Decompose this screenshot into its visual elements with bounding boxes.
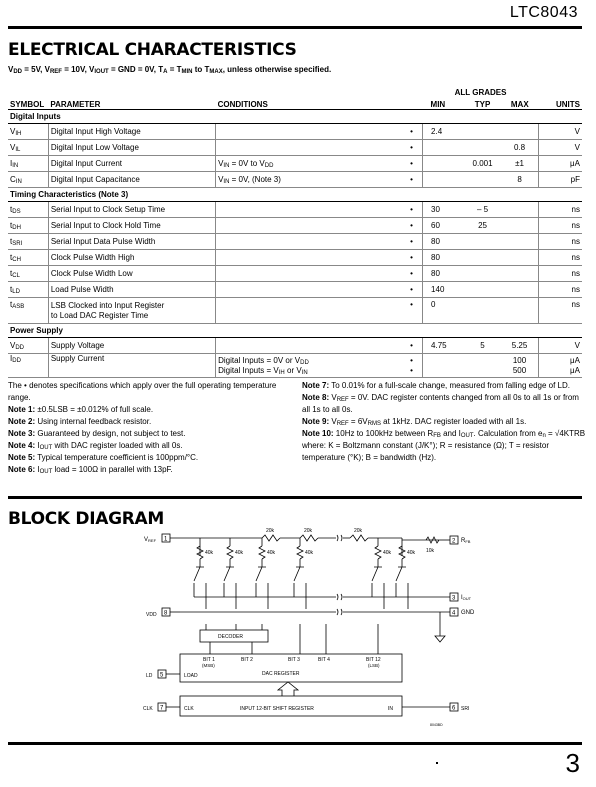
note-bullet-legend: The • denotes specifications which apply over the full operating temperature range. — [8, 381, 277, 402]
page-number: 3 — [565, 748, 580, 778]
resistor-40k-3 — [259, 538, 276, 559]
spec-table — [8, 85, 582, 378]
table-row: $t_{CH}$ Clock Pulse Width High • 80 ns — [8, 250, 582, 266]
footer-rule — [8, 742, 582, 745]
svg-text:40k: 40k — [407, 550, 416, 556]
iout-pin-number: 3 — [452, 595, 456, 602]
section-digital-inputs: Digital Inputs — [8, 110, 582, 124]
col-conditions: CONDITIONS — [217, 100, 268, 109]
note-5: Note 5: Typical temperature coefficient is 100ppm/°C. — [8, 453, 199, 462]
notes-right — [302, 380, 587, 464]
resistor-20k-2-label: 20k — [304, 528, 313, 534]
bit2-label: BIT 2 — [241, 657, 253, 663]
block-diagram — [140, 526, 480, 736]
col-units: UNITS — [556, 100, 580, 109]
break-mark — [337, 609, 342, 615]
sri-label: SRI — [461, 706, 470, 712]
table-row: $C_{IN}$ Digital Input Capacitance $V_{IN} = 0V$, (Note 3) • 8 pF — [8, 172, 582, 188]
note-6: Note 6: $I_{OUT}$ load = 100Ω in parallel with 13pF. — [8, 465, 173, 475]
resistor-20k-1 — [262, 535, 280, 541]
note-1: Note 1: ±0.5LSB = ±0.012% of full scale. — [8, 405, 154, 414]
note-9: Note 9: $V_{REF} = 6V_{RMS}$ at 1kHz. DAC register loaded with all 1s. — [302, 417, 527, 427]
table-row: $t_{DS}$ Serial Input to Clock Setup Time • 30 – 5 ns — [8, 202, 582, 218]
section-rule — [8, 496, 582, 499]
col-all-grades: ALL GRADES — [454, 88, 507, 97]
resistor-20k-1-label: 20k — [266, 528, 275, 534]
svg-text:40k: 40k — [205, 550, 214, 556]
note-4: Note 4: $I_{OUT}$ with DAC register loaded with all 0s. — [8, 441, 183, 451]
electrical-characteristics-title: ELECTRICAL CHARACTERISTICS — [8, 40, 297, 60]
table-row: $t_{ASB}$ LSB Clocked into Input Register to Load DAC Register Time • 0 ns — [8, 298, 582, 324]
col-typ: TYP — [474, 100, 491, 109]
note-10: Note 10: 10Hz to 100kHz between $R_{FB}$ and $I_{OUT}$. Calculation from $e_n$ = √4KTRB where: K = Boltzmann constant (J/K°); R = resistance (Ω); T = resistor temperature (°K); B = bandwidth (Hz). — [302, 429, 586, 462]
svg-text:40k: 40k — [267, 550, 276, 556]
table-row: $V_{DD}$ Supply Voltage • 4.75 5 5.25 V — [8, 338, 582, 354]
bit12-label: BIT 12 — [366, 657, 381, 663]
bit4-label: BIT 4 — [318, 657, 330, 663]
table-row: $t_{CL}$ Clock Pulse Width Low • 80 ns — [8, 266, 582, 282]
vref-pin-number: 1 — [164, 536, 168, 543]
resistor-20k-3 — [350, 535, 368, 541]
decoder-label: DECODER — [218, 634, 244, 640]
section-power-supply: Power Supply — [8, 324, 582, 338]
table-header — [8, 97, 582, 110]
vdd-pin-number: 8 — [164, 610, 168, 617]
figure-id: 8043BD — [430, 723, 443, 727]
table-row: $t_{LD}$ Load Pulse Width • 140 ns — [8, 282, 582, 298]
clk-input-label: CLK — [184, 706, 194, 712]
table-row: $I_{DD}$ Supply Current Digital Inputs = 0V or $V_{DD}$ Digital Inputs = $V_{IH}$ or $V_{IN}$ • • 100 500 μA μA — [10, 354, 580, 376]
ground-symbol — [435, 636, 445, 642]
note-7: Note 7: To 0.01% for a full-scale change, measured from falling edge of LD. — [302, 381, 570, 390]
col-min: MIN — [430, 100, 446, 109]
rfb-pin-number: 2 — [452, 538, 456, 545]
bit1-label: BIT 1 — [203, 657, 215, 663]
notes-left — [8, 380, 293, 476]
ld-pin-number: 5 — [160, 672, 164, 679]
resistor-10k-label: 10k — [426, 548, 435, 554]
header-rule — [8, 26, 582, 29]
resistor-40k-1 — [197, 546, 214, 559]
dac-register-label: DAC REGISTER — [262, 671, 300, 677]
svg-text:40k: 40k — [235, 550, 244, 556]
section-timing: Timing Characteristics (Note 3) — [8, 188, 582, 202]
note-3: Note 3: Guaranteed by design, not subject to test. — [8, 429, 186, 438]
msb-label: (MSB) — [202, 663, 215, 668]
ld-label: LD — [146, 673, 153, 679]
vdd-label: VDD — [146, 612, 157, 618]
bit3-label: BIT 3 — [288, 657, 300, 663]
sri-pin-number: 6 — [452, 705, 456, 712]
gnd-pin-number: 4 — [452, 610, 456, 617]
table-row: $t_{SRI}$ Serial Input Data Pulse Width • 80 ns — [8, 234, 582, 250]
break-mark — [337, 594, 342, 600]
vref-label: VREF — [144, 537, 157, 543]
conditions-line: $V_{DD} = 5V$, $V_{REF} = 10V$, $V_{IOUT}$ = GND = 0V, $T_A = T_{MIN}$ to $T_{MAX}$, unless otherwise specified. — [8, 65, 332, 75]
gnd-label: GND — [461, 610, 475, 616]
resistor-20k-3-label: 20k — [354, 528, 363, 534]
rfb-label: RFB — [461, 538, 471, 544]
break-mark — [337, 535, 342, 541]
col-parameter: PARAMETER — [50, 100, 101, 109]
lsb-label: (LSB) — [368, 663, 380, 668]
table-row: $I_{IN}$ Digital Input Current $V_{IN} = 0V$ to $V_{DD}$ • 0.001 ±1 μA — [8, 156, 582, 172]
in-input-label: IN — [388, 706, 393, 712]
iout-label: IOUT — [461, 595, 472, 601]
note-8: Note 8: $V_{REF} = 0V$. DAC register contents changed from all 0s to all 1s or from all 1s to all 0s. — [302, 393, 579, 414]
part-number: LTC8043 — [509, 4, 578, 21]
table-header-top — [8, 85, 582, 97]
resistor-40k-4 — [297, 538, 314, 559]
note-2: Note 2: Using internal feedback resistor. — [8, 417, 152, 426]
svg-text:40k: 40k — [383, 550, 392, 556]
clk-pin-number: 7 — [160, 705, 164, 712]
bus-arrow — [278, 682, 298, 696]
table-row: $t_{DH}$ Serial Input to Clock Hold Time • 60 25 ns — [8, 218, 582, 234]
decoder-outputs — [206, 624, 262, 630]
resistor-40k-5 — [375, 538, 392, 559]
col-symbol: SYMBOL — [10, 100, 45, 109]
col-max: MAX — [510, 100, 529, 109]
load-input-label: LOAD — [184, 673, 198, 679]
resistor-40k-2 — [227, 538, 244, 559]
table-row: $V_{IL}$ Digital Input Low Voltage • 0.8 V — [8, 140, 582, 156]
shift-register-label: INPUT 12-BIT SHIFT REGISTER — [240, 706, 314, 712]
block-diagram-title: BLOCK DIAGRAM — [8, 509, 165, 529]
table-row: $V_{IH}$ Digital Input High Voltage • 2.4 V — [8, 124, 582, 140]
clk-label: CLK — [143, 706, 153, 712]
page-mark — [436, 762, 438, 764]
resistor-40k-6 — [399, 546, 416, 559]
svg-text:40k: 40k — [305, 550, 314, 556]
resistor-20k-2 — [300, 535, 318, 541]
switches — [194, 559, 408, 609]
